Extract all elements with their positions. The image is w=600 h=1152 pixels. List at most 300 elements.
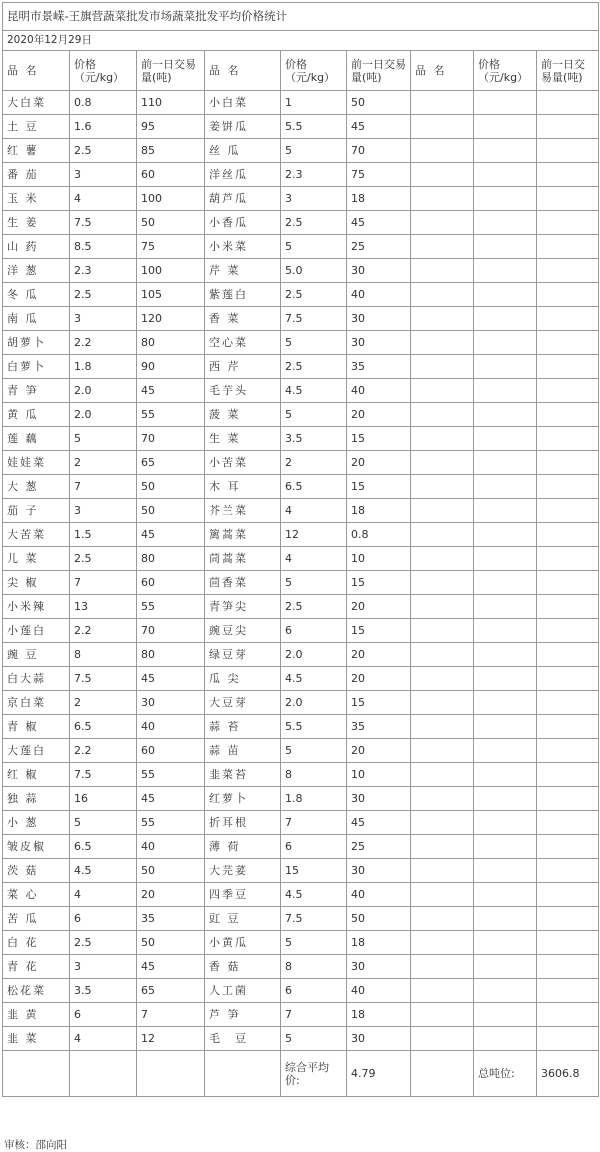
item-volume: 50 (347, 91, 411, 115)
item-volume: 80 (137, 643, 205, 667)
item-name (411, 595, 474, 619)
item-volume: 30 (347, 259, 411, 283)
item-price: 2.5 (281, 595, 347, 619)
item-name: 洋丝瓜 (205, 163, 281, 187)
item-volume (537, 451, 599, 475)
header-volume: 前一日交易量(吨) (137, 51, 205, 91)
table-row (3, 883, 599, 907)
item-volume (537, 883, 599, 907)
table-row (3, 1027, 599, 1051)
item-name: 南 瓜 (3, 307, 70, 331)
table-row (3, 187, 599, 211)
item-volume: 15 (347, 691, 411, 715)
item-price: 7.5 (70, 667, 137, 691)
item-name: 菜 心 (3, 883, 70, 907)
item-price: 4.5 (281, 667, 347, 691)
item-name: 玉 米 (3, 187, 70, 211)
item-name (411, 1003, 474, 1027)
item-name: 红 椒 (3, 763, 70, 787)
table-row (3, 907, 599, 931)
item-name (411, 475, 474, 499)
item-name: 紫莲白 (205, 283, 281, 307)
item-name: 生 菜 (205, 427, 281, 451)
item-price (474, 187, 537, 211)
item-name (411, 91, 474, 115)
item-price (474, 523, 537, 547)
item-name (411, 523, 474, 547)
item-price: 2.2 (70, 619, 137, 643)
item-name: 小香瓜 (205, 211, 281, 235)
item-name: 小莲白 (3, 619, 70, 643)
item-price (474, 739, 537, 763)
item-name: 香 菜 (205, 307, 281, 331)
table-row (3, 643, 599, 667)
item-name (411, 355, 474, 379)
item-price: 2 (70, 451, 137, 475)
item-name (411, 403, 474, 427)
item-volume: 20 (347, 595, 411, 619)
table-row (3, 739, 599, 763)
item-volume: 30 (347, 1027, 411, 1051)
item-price (474, 235, 537, 259)
item-price (474, 307, 537, 331)
item-name: 芹 菜 (205, 259, 281, 283)
item-price: 1.5 (70, 523, 137, 547)
item-volume (537, 163, 599, 187)
item-name: 豌 豆 (3, 643, 70, 667)
item-volume: 55 (137, 595, 205, 619)
item-name: 小白菜 (205, 91, 281, 115)
item-name: 白萝卜 (3, 355, 70, 379)
item-price: 4.5 (281, 379, 347, 403)
item-volume (537, 355, 599, 379)
header-volume: 前一日交易量(吨) (537, 51, 599, 91)
item-name: 儿 菜 (3, 547, 70, 571)
item-price: 3 (281, 187, 347, 211)
header-row (3, 51, 599, 91)
table-row (3, 355, 599, 379)
item-volume: 100 (137, 187, 205, 211)
item-name (411, 883, 474, 907)
table-row (3, 979, 599, 1003)
item-name: 苦 瓜 (3, 907, 70, 931)
item-name: 韭菜苔 (205, 763, 281, 787)
item-volume (537, 379, 599, 403)
item-name (411, 835, 474, 859)
item-price: 7 (70, 571, 137, 595)
item-volume: 30 (347, 787, 411, 811)
item-name: 土 豆 (3, 115, 70, 139)
item-volume (537, 307, 599, 331)
item-volume: 105 (137, 283, 205, 307)
item-price: 7 (281, 811, 347, 835)
item-price: 6.5 (70, 715, 137, 739)
item-price: 7 (70, 475, 137, 499)
item-volume: 20 (347, 451, 411, 475)
item-price: 2 (70, 691, 137, 715)
item-name (411, 979, 474, 1003)
item-volume (537, 667, 599, 691)
item-price: 4.5 (281, 883, 347, 907)
table-row (3, 283, 599, 307)
item-name (411, 571, 474, 595)
item-name: 篱蒿菜 (205, 523, 281, 547)
summary-cell (205, 1051, 281, 1097)
item-price (474, 811, 537, 835)
item-price: 6.5 (70, 835, 137, 859)
item-volume: 10 (347, 547, 411, 571)
item-price: 7 (281, 1003, 347, 1027)
item-price (474, 139, 537, 163)
item-name: 小 葱 (3, 811, 70, 835)
item-price (474, 91, 537, 115)
item-price (474, 691, 537, 715)
item-name (411, 187, 474, 211)
item-name: 红萝卜 (205, 787, 281, 811)
table-row (3, 379, 599, 403)
item-volume (537, 595, 599, 619)
item-price: 1.6 (70, 115, 137, 139)
item-name (411, 451, 474, 475)
item-name: 绿豆芽 (205, 643, 281, 667)
item-name (411, 907, 474, 931)
item-volume: 45 (347, 115, 411, 139)
item-price: 6 (281, 619, 347, 643)
item-name: 大芫荽 (205, 859, 281, 883)
item-name: 莲 藕 (3, 427, 70, 451)
item-price: 2.5 (281, 283, 347, 307)
item-price: 2.0 (281, 643, 347, 667)
item-volume: 50 (347, 907, 411, 931)
item-price (474, 259, 537, 283)
table-row (3, 427, 599, 451)
item-name: 毛 豆 (205, 1027, 281, 1051)
header-volume: 前一日交易量(吨) (347, 51, 411, 91)
item-price (474, 595, 537, 619)
item-volume: 20 (137, 883, 205, 907)
item-name: 菠 菜 (205, 403, 281, 427)
item-name: 木 耳 (205, 475, 281, 499)
item-volume (537, 955, 599, 979)
item-volume: 55 (137, 403, 205, 427)
item-volume (537, 235, 599, 259)
item-price (474, 163, 537, 187)
item-price: 8 (281, 763, 347, 787)
summary-cell (411, 1051, 474, 1097)
average-price-value: 4.79 (347, 1051, 411, 1097)
item-name (411, 379, 474, 403)
item-volume: 95 (137, 115, 205, 139)
item-name (411, 667, 474, 691)
item-volume: 18 (347, 931, 411, 955)
item-price: 4 (70, 883, 137, 907)
item-volume: 65 (137, 979, 205, 1003)
item-name (411, 1027, 474, 1051)
item-name: 小米辣 (3, 595, 70, 619)
item-volume: 85 (137, 139, 205, 163)
table-row (3, 595, 599, 619)
header-price: 价格（元/kg） (474, 51, 537, 91)
table-row (3, 547, 599, 571)
item-volume: 35 (347, 715, 411, 739)
item-name: 姜饼瓜 (205, 115, 281, 139)
item-volume: 25 (347, 235, 411, 259)
item-volume (537, 1003, 599, 1027)
item-volume: 50 (137, 931, 205, 955)
item-name: 茄 子 (3, 499, 70, 523)
item-price (474, 571, 537, 595)
item-volume (537, 763, 599, 787)
item-name: 小黄瓜 (205, 931, 281, 955)
table-row (3, 931, 599, 955)
item-volume (537, 643, 599, 667)
table-row (3, 139, 599, 163)
table-row (3, 667, 599, 691)
item-name: 豇 豆 (205, 907, 281, 931)
item-price (474, 331, 537, 355)
item-price: 5.5 (281, 715, 347, 739)
table-row (3, 811, 599, 835)
item-name (411, 331, 474, 355)
item-price: 4 (70, 1027, 137, 1051)
item-volume: 15 (347, 427, 411, 451)
item-volume: 45 (137, 787, 205, 811)
item-volume: 35 (137, 907, 205, 931)
item-name (411, 739, 474, 763)
table-row (3, 259, 599, 283)
item-price (474, 979, 537, 1003)
item-price: 13 (70, 595, 137, 619)
item-volume: 100 (137, 259, 205, 283)
item-volume: 40 (347, 979, 411, 1003)
item-name: 芥兰菜 (205, 499, 281, 523)
item-price: 2.0 (281, 691, 347, 715)
table-row (3, 787, 599, 811)
item-price: 2.5 (70, 931, 137, 955)
item-volume (537, 859, 599, 883)
header-name: 品 名 (3, 51, 70, 91)
item-price: 16 (70, 787, 137, 811)
table-row (3, 211, 599, 235)
item-name: 白大蒜 (3, 667, 70, 691)
table-row (3, 691, 599, 715)
table-row (3, 619, 599, 643)
item-price (474, 643, 537, 667)
header-name: 品 名 (205, 51, 281, 91)
item-price: 2.2 (70, 739, 137, 763)
item-name: 韭 黄 (3, 1003, 70, 1027)
item-volume: 45 (137, 379, 205, 403)
item-name: 青 花 (3, 955, 70, 979)
item-volume: 60 (137, 739, 205, 763)
item-volume (537, 931, 599, 955)
item-volume (537, 475, 599, 499)
item-name (411, 619, 474, 643)
item-volume: 18 (347, 499, 411, 523)
item-volume: 30 (347, 331, 411, 355)
item-name: 豌豆尖 (205, 619, 281, 643)
item-price: 12 (281, 523, 347, 547)
item-volume: 40 (347, 883, 411, 907)
item-name: 香 菇 (205, 955, 281, 979)
item-price: 5 (70, 427, 137, 451)
item-price (474, 1027, 537, 1051)
table-row (3, 403, 599, 427)
item-name (411, 163, 474, 187)
item-volume: 50 (137, 211, 205, 235)
item-volume: 15 (347, 619, 411, 643)
item-volume (537, 427, 599, 451)
item-volume: 50 (137, 859, 205, 883)
item-price (474, 115, 537, 139)
item-price (474, 499, 537, 523)
item-name: 生 姜 (3, 211, 70, 235)
item-price: 4 (70, 187, 137, 211)
item-volume: 50 (137, 475, 205, 499)
item-name: 松花菜 (3, 979, 70, 1003)
item-volume: 45 (347, 211, 411, 235)
item-volume (537, 115, 599, 139)
item-price: 2.3 (281, 163, 347, 187)
item-volume: 45 (137, 955, 205, 979)
item-volume (537, 715, 599, 739)
item-name: 折耳根 (205, 811, 281, 835)
table-row (3, 91, 599, 115)
table-row (3, 523, 599, 547)
item-name: 蒜 苗 (205, 739, 281, 763)
item-volume: 30 (347, 955, 411, 979)
item-volume: 35 (347, 355, 411, 379)
item-volume (537, 739, 599, 763)
item-volume: 75 (137, 235, 205, 259)
item-name (411, 307, 474, 331)
item-volume: 18 (347, 1003, 411, 1027)
item-volume: 65 (137, 451, 205, 475)
header-name: 品 名 (411, 51, 474, 91)
item-name: 山 药 (3, 235, 70, 259)
item-volume: 45 (347, 811, 411, 835)
item-volume: 70 (137, 619, 205, 643)
header-price: 价格（元/kg） (281, 51, 347, 91)
item-price: 3.5 (281, 427, 347, 451)
item-volume (537, 283, 599, 307)
item-name (411, 811, 474, 835)
item-name: 茴香菜 (205, 571, 281, 595)
item-price: 4 (281, 499, 347, 523)
item-name: 大白菜 (3, 91, 70, 115)
item-price: 2.0 (70, 403, 137, 427)
item-name: 四季豆 (205, 883, 281, 907)
table-row (3, 451, 599, 475)
item-price: 3.5 (70, 979, 137, 1003)
item-name (411, 715, 474, 739)
summary-cell (3, 1051, 70, 1097)
item-price (474, 427, 537, 451)
item-volume: 40 (347, 283, 411, 307)
item-name: 西 芹 (205, 355, 281, 379)
table-row (3, 571, 599, 595)
item-name: 冬 瓜 (3, 283, 70, 307)
item-volume: 12 (137, 1027, 205, 1051)
item-volume (537, 259, 599, 283)
item-name (411, 499, 474, 523)
item-volume: 7 (137, 1003, 205, 1027)
item-volume (537, 619, 599, 643)
table-row (3, 715, 599, 739)
item-volume (537, 1027, 599, 1051)
item-price: 15 (281, 859, 347, 883)
item-name: 白 花 (3, 931, 70, 955)
item-volume: 20 (347, 739, 411, 763)
item-price: 0.8 (70, 91, 137, 115)
table-row (3, 115, 599, 139)
header-price: 价格（元/kg） (70, 51, 137, 91)
item-name: 京白菜 (3, 691, 70, 715)
item-volume: 90 (137, 355, 205, 379)
item-name: 红 薯 (3, 139, 70, 163)
item-price (474, 667, 537, 691)
item-volume (537, 499, 599, 523)
item-name: 人工菌 (205, 979, 281, 1003)
item-name: 大莲白 (3, 739, 70, 763)
item-name (411, 427, 474, 451)
summary-row (3, 1051, 599, 1097)
item-name (411, 115, 474, 139)
item-price: 5 (281, 403, 347, 427)
item-name: 葫芦瓜 (205, 187, 281, 211)
item-name (411, 763, 474, 787)
item-price: 4.5 (70, 859, 137, 883)
item-volume: 15 (347, 571, 411, 595)
item-volume: 15 (347, 475, 411, 499)
item-volume: 40 (137, 835, 205, 859)
item-volume: 55 (137, 763, 205, 787)
item-price: 2.2 (70, 331, 137, 355)
item-name: 蒜 苔 (205, 715, 281, 739)
item-price: 5.0 (281, 259, 347, 283)
item-volume (537, 691, 599, 715)
item-price (474, 211, 537, 235)
item-price: 5.5 (281, 115, 347, 139)
item-name: 丝 瓜 (205, 139, 281, 163)
item-price (474, 379, 537, 403)
item-name: 黄 瓜 (3, 403, 70, 427)
item-price: 2.5 (281, 355, 347, 379)
item-name (411, 283, 474, 307)
table-row (3, 235, 599, 259)
item-price: 6 (281, 835, 347, 859)
item-name (411, 547, 474, 571)
item-name (411, 235, 474, 259)
total-tonnage-label: 总吨位: (474, 1051, 537, 1097)
table-row (3, 475, 599, 499)
item-name: 大豆芽 (205, 691, 281, 715)
item-volume (537, 91, 599, 115)
item-price: 5 (281, 139, 347, 163)
item-name (411, 139, 474, 163)
item-name (411, 259, 474, 283)
item-name: 大苦菜 (3, 523, 70, 547)
item-price (474, 283, 537, 307)
table-row (3, 859, 599, 883)
item-price (474, 907, 537, 931)
table-row (3, 163, 599, 187)
item-price (474, 787, 537, 811)
item-price (474, 955, 537, 979)
item-volume: 20 (347, 643, 411, 667)
table-row (3, 499, 599, 523)
reviewer-note: 审核：邵向阳 (4, 1139, 67, 1151)
